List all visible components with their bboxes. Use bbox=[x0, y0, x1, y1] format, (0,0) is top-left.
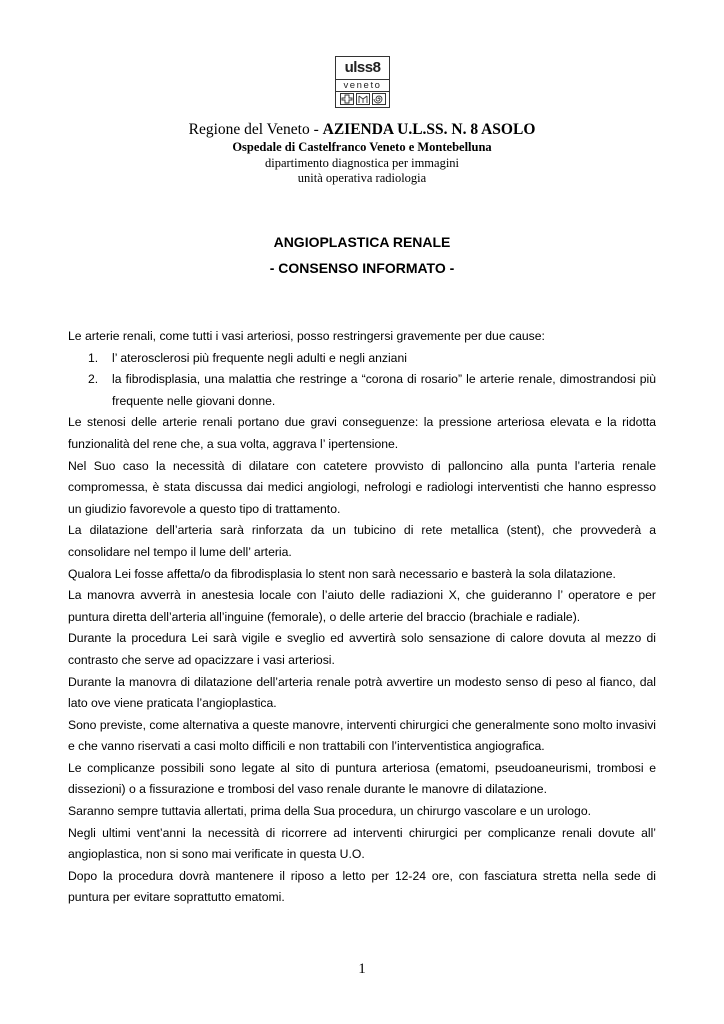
paragraph-stent: La dilatazione dell’arteria sarà rinforzata da un tubicino di rete metallica (stent), che provvederà a consolidare nel tempo il lume dell’ arteria. bbox=[68, 523, 656, 559]
list-item bbox=[88, 348, 656, 370]
region-line bbox=[0, 120, 724, 139]
list-item-text: la fibrodisplasia, una malattia che restringe a “corona di rosario” le arterie renale, dimostrandosi più frequente nelle giovani donne. bbox=[112, 372, 656, 408]
paragraph-alternative: Sono previste, come alternativa a queste manovre, interventi chirurgici che generalmente sono molto invasivi e che vanno riservati a casi molto difficili e non trattabili con l’interventistica angiografica. bbox=[68, 717, 656, 754]
paragraph-dilatazione: Durante la manovra di dilatazione dell’arteria renale potrà avvertire un modesto senso di peso al fianco, dal lato ove viene praticata l’angioplastica. bbox=[68, 674, 656, 711]
spiral-icon bbox=[372, 93, 386, 105]
list-item bbox=[88, 369, 656, 412]
region-prefix: Regione del Veneto - bbox=[188, 121, 323, 138]
paragraph-riposo: Dopo la procedura dovrà mantenere il riposo a letto per 12-24 ore, con fasciatura stretta nella sede di puntura per evitare soprattutto ematomi. bbox=[68, 868, 656, 905]
logo-icons bbox=[336, 92, 389, 106]
department-name: dipartimento diagnostica per immagini bbox=[264, 156, 460, 170]
document-subtitle: - CONSENSO INFORMATO - bbox=[269, 260, 455, 276]
paragraph-stenosi: Le stenosi delle arterie renali portano due gravi conseguenze: la pressione arteriosa elevata e la ridotta funzionalità del rene che, a sua volta, aggrava l’ ipertensione. bbox=[68, 415, 656, 451]
cross-square-icon bbox=[340, 93, 354, 105]
paragraph-anestesia: La manovra avverrà in anestesia locale con l’aiuto delle radiazioni X, che guideranno l’ operatore e per puntura diretta dell’arteria all’inguine (femorale), o delle arterie del braccio (brachiale e radiale). bbox=[68, 588, 656, 624]
building-icon bbox=[356, 93, 370, 105]
ulss-logo bbox=[335, 56, 390, 108]
document-body bbox=[68, 326, 656, 909]
logo-top-text: ulss8 bbox=[336, 57, 389, 80]
page-number: 1 bbox=[358, 961, 366, 977]
list-item-number: 1. bbox=[88, 350, 99, 365]
list-item-text: l’ aterosclerosi più frequente negli adulti e negli anziani bbox=[112, 350, 407, 365]
causes-list bbox=[68, 348, 656, 413]
azienda-name: AZIENDA U.L.SS. N. 8 ASOLO bbox=[322, 121, 536, 138]
paragraph-necessita: Nel Suo caso la necessità di dilatare con catetere provvisto di palloncino alla punta l’arteria renale compromessa, è stata discussa dai medici angiologi, nefrologi e radiologi interventisti che hanno espresso un giudizio favorevole a questo tipo di trattamento. bbox=[68, 458, 656, 516]
paragraph-complicanze: Le complicanze possibili sono legate al sito di puntura arteriosa (ematomi, pseudoaneurismi, trombosi e dissezioni) o a fissurazione e trombosi del vaso renale durante le manovre di dilatazione. bbox=[68, 760, 656, 797]
unit-name: unità operativa radiologia bbox=[297, 171, 427, 185]
paragraph-procedura: Durante la procedura Lei sarà vigile e sveglio ed avvertirà solo sensazione di calore dovuta al mezzo di contrasto che serve ad opacizzare i vasi arteriosi. bbox=[68, 631, 656, 667]
paragraph-ultimi-anni: Negli ultimi vent’anni la necessità di ricorrere ad interventi chirurgici per complicanze renali dovute all’ angioplastica, non si sono mai verificate in questa U.O. bbox=[68, 825, 656, 862]
paragraph-fibrodisplasia: Qualora Lei fosse affetta/o da fibrodisplasia lo stent non sarà necessario e basterà la sola dilatazione. bbox=[68, 566, 616, 581]
list-item-number: 2. bbox=[88, 372, 99, 387]
document-title: ANGIOPLASTICA RENALE bbox=[273, 234, 451, 250]
hospital-name: Ospedale di Castelfranco Veneto e Montebelluna bbox=[232, 140, 492, 154]
intro-paragraph: Le arterie renali, come tutti i vasi arteriosi, posso restringersi gravemente per due cause: bbox=[68, 329, 545, 343]
paragraph-allertati: Saranno sempre tuttavia allertati, prima della Sua procedura, un chirurgo vascolare e un urologo. bbox=[68, 804, 592, 819]
logo-bottom-text: veneto bbox=[336, 80, 389, 92]
